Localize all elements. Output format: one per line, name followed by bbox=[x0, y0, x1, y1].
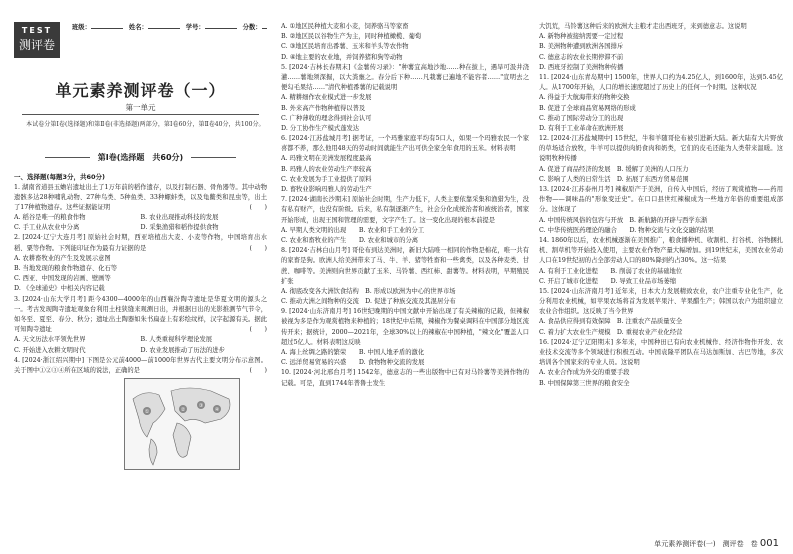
score-label: 分数： bbox=[242, 24, 262, 31]
question-zone bbox=[14, 172, 267, 470]
score-field[interactable] bbox=[262, 23, 267, 29]
option[interactable]: A. 中国传统风俗的包容与开放 B. 新航路的开辟与西学东渐 bbox=[539, 216, 708, 224]
question-text: 6. [2024·江苏盐城月考] 据考证，一个玛雅家庭平均有5口人，如果一个玛雅农民一个家喜都不养，那么他用48天的劳动时间就能生产出可供全家全年食用的玉米。材料表明 bbox=[281, 135, 529, 153]
student-info-line bbox=[72, 23, 264, 33]
option[interactable]: B. 促进了全球商品贸易网络的形成 bbox=[539, 104, 636, 112]
name-label: 姓名： bbox=[128, 24, 148, 31]
question-text: 12. [2024·江苏盐城期中] 15世纪，牛和羊随哥伦布被引进新大陆。新大陆有大片野放的草场适合放牧，牛羊可以提供肉奶食肉和奶类，它们的皮毛还能为人类带来温暖。这说明牧种传播 bbox=[539, 135, 783, 163]
middle-column bbox=[281, 22, 529, 540]
question-text: 13. [2024·江苏泰州月考] 辣椒原产于美洲，自传入中国后，经历了观赏植物——药用作物——调味品的"形象变迁史"。在口口县世红辣椒成为一些地方年俗的重要组成部分。这体现了 bbox=[539, 186, 783, 214]
footer-prefix: 卷 bbox=[750, 539, 758, 548]
option[interactable]: B. 美洲物种遭到欧洲各国排斥 bbox=[539, 43, 624, 51]
question-text: 15. [2024·山东济南月考] 近年来，日本大力发展精致农业，农户注重专业化生产，化分利用农业机械，如苹果农场将首为发展苹果汁、苹果醋生产；韩国以农户为组织建立农业合作组织。这反映了当今世界 bbox=[539, 287, 783, 316]
option[interactable]: A. 玛雅文明在美洲发展程度最高 bbox=[281, 155, 372, 163]
badge-top: TEST bbox=[21, 26, 53, 35]
option[interactable]: A. 早期人类文明的出现 B. 农业和手工业的分工 bbox=[281, 226, 425, 234]
option[interactable]: A. ①地区民种植大麦和小麦，饲养骆马等家畜 bbox=[281, 23, 409, 30]
class-field[interactable] bbox=[91, 23, 123, 29]
option[interactable]: C. 开始进入农耕文明时代 bbox=[14, 346, 86, 354]
question-3: 3. [2024·山东大学月考] 距今4300—4000年的山西襄汾陶寺遗址是华夏文明的源头之一。考古发现陶寺遗址观象台利用土柱狭缝来观测日出，并根据日出的光影推测节气节令，如冬至、夏至、春分、秋分；遗址出土陶器如朱书扁壶上有彩绘纹样，汉字起源有关。据此可知陶寺遗址 ( ) bbox=[14, 295, 267, 334]
question-1-text: 1. 湖南省道县玉蟾岩遗址出土了1万年前的稻作遗存，以及打制石器、骨角器等。其中动物遗骸多达28种哺乳动物、27种鸟类、5种鱼类、33种螺蚌类，以及龟鳖类和昆虫等，出土了17种植物遗存。这些证据能证明 bbox=[14, 183, 267, 211]
svg-text:④: ④ bbox=[214, 407, 220, 414]
class-label: 班级： bbox=[72, 24, 91, 31]
option[interactable]: A. 新物种被接纳需要一定过程 bbox=[539, 33, 624, 41]
page-number: 001 bbox=[759, 537, 779, 549]
number-label: 学号： bbox=[185, 24, 205, 31]
question-1-options bbox=[14, 213, 267, 233]
badge-bottom: 测评卷 bbox=[18, 38, 55, 52]
option[interactable]: C. 推动了国际劳动分工的出现 bbox=[539, 114, 624, 122]
question-2-options bbox=[14, 254, 267, 295]
option[interactable]: A. 海上丝绸之路的繁荣 B. 中国人地矛盾的激化 bbox=[281, 349, 425, 356]
option[interactable]: A. 天文历法水平领先世界 bbox=[14, 336, 86, 344]
option[interactable]: C. 开启了城市化进程 D. 导致工业品市场萎缩 bbox=[539, 277, 677, 285]
option[interactable]: C. 农业和畜牧业的产生 D. 农业和城市的分离 bbox=[281, 236, 419, 244]
question-3-options bbox=[14, 335, 267, 355]
option[interactable]: D. 西班牙控制了美洲物种传播 bbox=[539, 63, 624, 71]
option[interactable]: C. 农业发展为手工业提供了原料 bbox=[281, 175, 372, 183]
option[interactable]: C. 德意志的农业长期停滞不前 bbox=[539, 53, 624, 61]
question-text: 5. [2024·吉林长春期末]《金薯传习录》："种薯宜高地沙地……种在拔上，遇旱可汲井浇灌……薯地须深掘，以大粪壅之。春分后下种……凡栽薯已遍地不能容者……"宣明去之便勾毛果结……"清代种植番薯的记载说明 bbox=[281, 63, 529, 92]
option[interactable]: B. 当地发现的粮食作物遗存、化石等 bbox=[14, 265, 118, 273]
option[interactable]: A. 稻谷是唯一的粮食作物 bbox=[14, 214, 86, 222]
option[interactable]: A. 精耕细作农业模式进一步发展 bbox=[281, 94, 372, 102]
option[interactable]: D. 分工协作生产模式蓬发达 bbox=[281, 124, 360, 132]
left-column bbox=[14, 22, 267, 540]
right-column bbox=[539, 22, 783, 540]
part-heading-text: 第Ⅰ卷(选择题 共60分) bbox=[97, 153, 184, 162]
page-subtitle: 第一单元 bbox=[125, 103, 156, 112]
option[interactable]: A. 彻底改变各大洲饮食结构 B. 形成以欧洲为中心的世界市场 bbox=[281, 287, 456, 295]
question-text: 8. [2024·吉林白山月考] 哥伦布到达美洲时，新旧大陆唯一相同的作物是棉花，唯一共有的家畜是狗。欧洲人给美洲带来了马、牛、羊、猪等牲畜和一些禽类，以及各种麦类、甘蔗、咖啡等。美洲则向世界贡献了玉米、马铃薯、西红柿、甜薯等。材料表明，早期殖民扩张 bbox=[281, 247, 529, 285]
option[interactable]: D. 《全球通史》中相关内容记载 bbox=[14, 285, 105, 293]
footer-text: 单元素养测评卷(一) 测评卷 bbox=[654, 539, 744, 548]
question-text: 大饥荒，马铃薯这种后来的欧洲大主粮才走出西班牙，来到德意志。这说明 bbox=[539, 23, 747, 30]
question-4: 4. [2024·浙江绍兴期中] 下图是公元前4000—前1000年世界古代主要文明分布示意图。关于图中①②③④所在区域的说法，正确的是 ( ) bbox=[14, 356, 267, 374]
option[interactable]: A. 得益于大航海带来的物种交换 bbox=[539, 94, 630, 102]
svg-text:②: ② bbox=[180, 407, 186, 414]
option[interactable]: D. 畜牧业影响玛雅人的劳动生产 bbox=[281, 186, 372, 193]
option[interactable]: A. 农业合作成为外交的重要手段 bbox=[539, 369, 630, 377]
svg-text:③: ③ bbox=[198, 403, 204, 410]
page-footer bbox=[654, 536, 779, 552]
divider bbox=[22, 114, 259, 115]
map-drawing bbox=[125, 379, 241, 471]
question-text: 10. [2024·河北邢台月考] 1542年，德意志的一些出版物中已有对马铃薯等美洲作物的记载。可是，直到1744年普鲁士发生 bbox=[281, 369, 529, 387]
question-1: 1. 湖南省道县玉蟾岩遗址出土了1万年前的稻作遗存，以及打制石器、骨角器等。其中动物遗骸多达28种哺乳动物、27种鸟类、5种鱼类、33种螺蚌类，以及龟鳖类和昆虫等，出土了17种植物遗存。这些证据能证明 ( ) bbox=[14, 183, 267, 211]
question-text: 9. [2024·山东济南月考] 16世纪晚期的中国文献中开始出现了有关辣椒的记载，但辣椒被视为多是作为观赏植物来种植的；18世纪中后期，辣椒作为餐桌调料在中国部分地区流传开来；据统计，2000—2021年，全球30%以上的辣椒在中国种植，"辣文化"覆盖人口超过5亿人。材料表明这反映 bbox=[281, 308, 529, 346]
option[interactable]: C. 推动大洲之间物种的交流 D. 促进了种族交流及其混居分布 bbox=[281, 298, 456, 306]
test-badge bbox=[14, 22, 60, 58]
part-heading bbox=[14, 152, 267, 165]
option[interactable]: D. ④地主要的农业地，并饲养猪和狗等动物 bbox=[281, 53, 403, 61]
option[interactable]: C. 远洋贸易贸易的兴盛 D. 食物物种交流的发展 bbox=[281, 359, 425, 367]
option[interactable]: C. ③地区民培育出番薯、玉米和羊头等农作物 bbox=[281, 43, 409, 51]
option[interactable]: C. 西亚、中国发现的岩画、壁画等 bbox=[14, 275, 111, 283]
option[interactable]: B. 中国保障第三世界的粮食安全 bbox=[539, 379, 630, 387]
number-field[interactable] bbox=[205, 23, 237, 29]
option[interactable]: C. 中华传统医药理论的融合 D. 物种交流与文化交融的结果 bbox=[539, 226, 714, 234]
option[interactable]: C. 手工业从农业中分离 bbox=[14, 224, 80, 232]
page-title: 单元素养测评卷（一） bbox=[55, 81, 226, 100]
world-civilization-map bbox=[124, 378, 240, 470]
instructions: 本试卷分第Ⅰ卷(选择题)和第Ⅱ卷(非选择题)两部分，第Ⅰ卷60分，第Ⅱ卷40分，共100分。 bbox=[26, 121, 265, 128]
option[interactable]: D. 农业发展推动了历法的进步 bbox=[140, 346, 225, 354]
name-field[interactable] bbox=[148, 23, 180, 29]
option[interactable]: D. 采集渔猎和稻作提供食物 bbox=[140, 224, 219, 232]
option[interactable]: B. ②地区民以谷物生产为主，同时种植橄榄、葡萄 bbox=[281, 33, 422, 41]
question-4-text: 4. [2024·浙江绍兴期中] 下图是公元前4000—前1000年世界古代主要文明分布示意图。关于图中①②③④所在区域的说法，正确的是 bbox=[14, 356, 267, 374]
section-heading: 一、选择题(每题3分，共60分) bbox=[14, 173, 106, 181]
option[interactable]: C. 影响了人类的日常生活 D. 拓展了东西方贸易范围 bbox=[539, 175, 689, 183]
option[interactable]: D. 有利于工业革命在欧洲开展 bbox=[539, 124, 624, 132]
option[interactable]: C. 广种薄收的理念得到社会认可 bbox=[281, 114, 372, 122]
option[interactable]: A. 农耕畜牧业的产生及发展示意图 bbox=[14, 254, 111, 262]
question-3-text: 3. [2024·山东大学月考] 距今4300—4000年的山西襄汾陶寺遗址是华夏文明的源头之一。考古发现陶寺遗址观象台利用土柱狭缝来观测日出，并根据日出的光影推测节气节令，如冬至、夏至、春分、秋分；遗址出土陶器如朱书扁壶上有彩绘纹样，汉字起源有关。据此可知陶寺遗址 bbox=[14, 295, 267, 334]
svg-text:①: ① bbox=[144, 409, 150, 416]
option[interactable]: A. 有利于工业化进程 B. 削弱了农业的基础地位 bbox=[539, 267, 683, 275]
question-text: 16. [2024·辽宁辽阳期末] 多年来，中国种田已有向农业机械作、经济作物作开发、农业技术交流等多个领域进行积极互动。中国袁隆平团队在马达加斯加、古巴等地，多次培训各个国家来的专业人员。这说明 bbox=[539, 338, 783, 367]
option[interactable]: B. 外来高产作物种植得以普及 bbox=[281, 104, 366, 112]
question-text: 11. [2024·山东青岛期中] 1500年，世界人口约为4.25亿人，到1600年，达到5.45亿人。从1700年开始，人口的增长速度超过了历史上的任何一个时期。这种状况 bbox=[539, 73, 783, 92]
question-text: 7. [2024·湖南长沙期末] 原始社会时期，生产力低下，人类主要依靠采集和渔猎为生，没有私有财产，也没有阶级。后来，私有制逐渐产生，社会分化成统治者和被统治者，国家开始形成，出现王国和管理的需要，文字产生了。这一变化出现的根本前提是 bbox=[281, 196, 529, 224]
option[interactable]: B. 农业出现推动科技的发展 bbox=[140, 214, 219, 222]
question-2-text: 2. [2024·辽宁大连月考] 原始社会时期，西亚培植出大麦、小麦等作物，中国培育出水稻、粟等作物。下列能印证作为最有力证据的是 bbox=[14, 234, 267, 252]
option[interactable]: C. 着力扩大农业生产规模 D. 重视农业产业化经营 bbox=[539, 328, 683, 336]
option[interactable]: B. 人类重视科学理论发展 bbox=[140, 336, 213, 344]
question-2: 2. [2024·辽宁大连月考] 原始社会时期，西亚培植出大麦、小麦等作物，中国培育出水稻、粟等作物。下列能印证作为最有力证据的是 ( ) bbox=[14, 234, 267, 252]
option[interactable]: A. 促进了商品经济的发展 B. 缓解了美洲的人口压力 bbox=[539, 165, 689, 173]
option[interactable]: B. 玛雅人的农业劳动生产率较高 bbox=[281, 165, 372, 173]
option[interactable]: A. 食品供应得到有效保障 B. 注重农产品质量安全 bbox=[539, 318, 683, 326]
question-text: 14. 1860年以后，农业机械逐渐在美国推广，粮食播种机、收割机、打谷机、谷物捆扎机、割草机等开始投入使用，主要农业作物产量大幅增加。到19世纪末，美国农业劳动人口在19世纪初的占全部劳动人口的80%降到约占30%。这一结果 bbox=[539, 236, 783, 265]
